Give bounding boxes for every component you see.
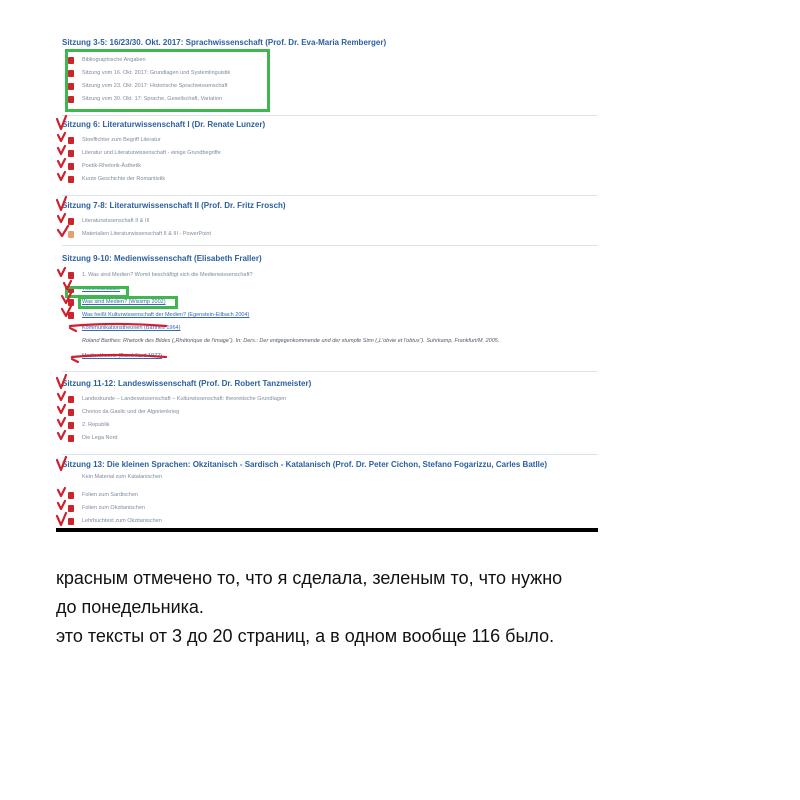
caption-line-1: красным отмечено то, что я сделала, зеленым то, что нужно [56, 568, 563, 588]
section-title-sprachwissenschaft: Sitzung 3-5: 16/23/30. Okt. 2017: Sprachwissenschaft (Prof. Dr. Eva-Maria Remberger) [62, 38, 387, 47]
screenshot-panel: Sitzung 3-5: 16/23/30. Okt. 2017: Sprachwissenschaft (Prof. Dr. Eva-Maria Remberger) Bibliographische Angaben Sitzung vom 16. Okt. 2017: Grundlagen und Systemlinguistik Sitzung vom 23. Okt. 2017: Historische Sprachwissenschaft Sitzung vom 30. Okt. 17: Sprache, Gesellschaft, Variation Sitzung 6: Literaturwissenschaft I (Dr. Renate Lunzer) Stoeffichter zum Begriff Literatur Literatur und Literaturwissenschaft - einige Grundbegriffe Poetik-Rhetorik-Ästhetik Kurze Geschichte der Romantistik Sitzung 7-8: Literaturwissenschaft II (Prof. Dr. Fritz Frosch) Literaturwissenschaft II & III Materialien Literaturwissenschaft II & III - PowerPoint Sitzung 9-10: Medienwissenschaft (Elisabeth Fraller) 1. Was sind Medien? Womit beschäftigt sich die Medienwissenschaft? Theorieansätze Was sind Medien? (Wissmp 2002) Was heißt Kulturwissenschaft der Medien? (Egenstein-Eilbach 2004) Kommunikationstheorien (Barthes 1964) Roland Barthes: Rhetorik des Bildes („Rhétorique de l'image“). In: Ders.: Der entgegenkommende und der stumpfe Sinn („L'obvie et l'obtus“). Suhrkamp, Frankfurt/M. 2005. Medientheorie (Baudrillard 1972) Sitzung 11-12: Landeswissenschaft (Prof. Dr. Robert Tanzmeister) Landeskunde – Landeswissenschaft – Kulturwissenschaft: theoretische Grundlagen Chorios da Gaelic und der Algorienkrieg 2. Republik Die Lega Nord Sitzung 13: Die kleinen Sprachen: Okzitanisch - Sardisch - Katalanisch (Prof. Dr. Peter Cichon, Stefano Fogarizzu, Carles Batlle) Kein Material zum Katalanischen Folien zum Sardischen Folien zum Okzitanischen Lehrbuchtext zum Okzitanischen [56, 20, 598, 532]
section-title-landeswissenschaft: Sitzung 11-12: Landeswissenschaft (Prof. Dr. Robert Tanzmeister) [62, 379, 312, 388]
section-title-kleine-sprachen: Sitzung 13: Die kleinen Sprachen: Okzitanisch - Sardisch - Katalanisch (Prof. Dr. Peter Cichon, Stefano Fogarizzu, Carles Batlle) [62, 460, 547, 469]
screenshot-bottom-border [56, 528, 598, 532]
caption-line-2: до понедельника. [56, 597, 204, 617]
red-checkmarks [56, 20, 176, 532]
section-title-medienwissenschaft: Sitzung 9-10: Medienwissenschaft (Elisabeth Fraller) [62, 254, 262, 263]
section-title-literaturwissenschaft-1: Sitzung 6: Literaturwissenschaft I (Dr. Renate Lunzer) [62, 120, 266, 129]
section-title-literaturwissenschaft-2: Sitzung 7-8: Literaturwissenschaft II (Prof. Dr. Fritz Frosch) [62, 201, 286, 210]
caption-line-3: это тексты от 3 до 20 страниц, а в одном вообще 116 было. [56, 626, 555, 646]
